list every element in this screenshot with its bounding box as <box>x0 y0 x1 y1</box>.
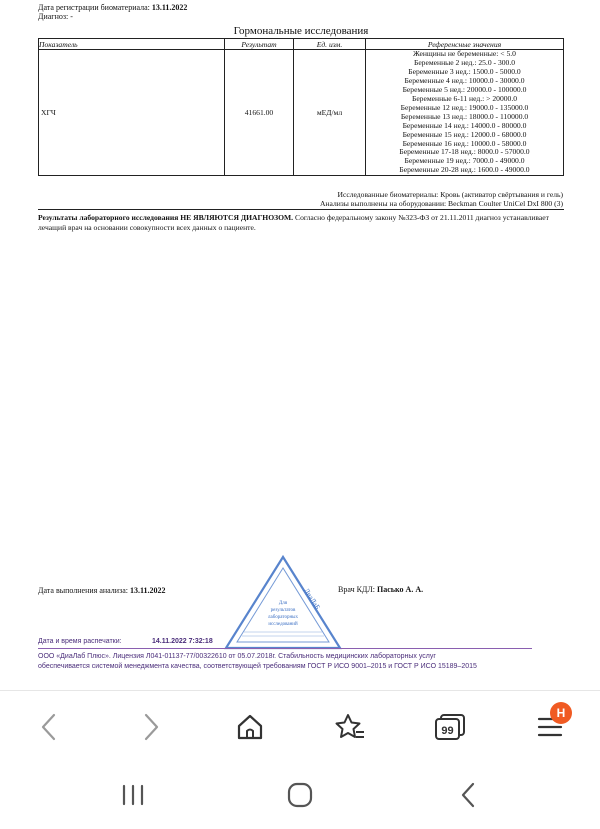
unit-value: мЕД/мл <box>294 50 366 176</box>
doctor-signature <box>338 585 423 594</box>
recents-icon <box>120 784 146 806</box>
results-table <box>38 38 564 176</box>
bookmarks-button[interactable] <box>326 703 374 751</box>
stamp-brand: ДиаЛаБ <box>302 586 322 612</box>
tabs-icon <box>434 713 466 741</box>
disclaimer-rest: Согласно федеральному закону №323-ФЗ от 21.11.2011 диагноз устанавливает лечащий врач на основании совокупности всех данных о пациенте. <box>38 213 549 232</box>
reference-line: Беременные 4 нед.: 10000.0 - 30000.0 <box>404 75 525 85</box>
column-header-unit: Ед. изм. <box>294 39 366 50</box>
result-value: 41661.00 <box>225 50 294 176</box>
execution-date <box>38 586 166 595</box>
stamp-line: Для <box>278 601 288 606</box>
section-title: Гормональные исследования <box>233 25 369 37</box>
stamp-line: лабораторных <box>267 615 299 620</box>
back-arrow-icon <box>38 713 60 741</box>
registration-date-line <box>38 3 187 12</box>
reference-line: Беременные 19 нед.: 7000.0 - 49000.0 <box>404 156 525 166</box>
home-button[interactable] <box>226 703 274 751</box>
reference-line: Беременные 3 нед.: 1500.0 - 5000.0 <box>408 66 521 76</box>
stamp-line: результатов <box>270 608 296 613</box>
print-datetime-value: 14.11.2022 7:32:18 <box>152 638 213 645</box>
home-icon <box>236 713 264 741</box>
license-footer <box>38 652 568 672</box>
back-button[interactable] <box>25 703 73 751</box>
print-datetime-label: Дата и время распечатки: <box>38 638 122 645</box>
reference-values <box>366 50 564 176</box>
reference-line: Беременные 15 нед.: 12000.0 - 68000.0 <box>402 129 527 139</box>
tabs-button[interactable] <box>426 703 474 751</box>
diagnosis-label: Диагноз: <box>38 12 69 21</box>
stamp-line: исследований <box>268 622 298 627</box>
indicator-name: ХГЧ <box>39 50 225 176</box>
reference-line: Беременные 2 нед.: 25.0 - 300.0 <box>413 57 516 67</box>
footer-line: ООО «ДиаЛаб Плюс». Лицензия Л041-01137-77/00322610 от 05.07.2018г. Стабильность медицинских лабораторных услуг <box>38 653 436 660</box>
registration-date-value: 13.11.2022 <box>151 3 188 12</box>
footer-divider <box>38 648 532 649</box>
column-header-result: Результат <box>225 39 294 50</box>
divider-line <box>38 209 564 210</box>
reference-line: Женщины не беременные: < 5.0 <box>413 49 516 58</box>
execution-date-label: Дата выполнения анализа: <box>38 586 128 595</box>
reference-line: Беременные 16 нед.: 10000.0 - 58000.0 <box>402 138 527 148</box>
doctor-name: Пасько А. А. <box>377 585 424 594</box>
reference-line: Беременные 20-28 нед.: 1600.0 - 49000.0 <box>399 165 530 175</box>
registration-date-label: Дата регистрации биоматериала: <box>38 3 150 12</box>
system-home-button[interactable] <box>270 773 330 817</box>
reference-line: Беременные 14 нед.: 14000.0 - 80000.0 <box>402 120 527 130</box>
back-icon <box>458 782 478 808</box>
forward-arrow-icon <box>140 713 162 741</box>
reference-line: Беременные 13 нед.: 18000.0 - 110000.0 <box>400 111 529 121</box>
recents-button[interactable] <box>103 773 163 817</box>
browser-toolbar <box>0 691 600 763</box>
column-header-reference: Референсные значения <box>366 39 564 50</box>
tabs-count: 99 <box>441 725 454 737</box>
forward-button[interactable] <box>127 703 175 751</box>
disclaimer-text <box>38 213 564 233</box>
system-back-button[interactable] <box>438 773 498 817</box>
reference-line: Беременные 12 нед.: 19000.0 - 135000.0 <box>400 102 529 112</box>
reference-line: Беременные 17-18 нед.: 8000.0 - 57000.0 <box>399 147 530 157</box>
footer-line: обеспечивается системой менеджмента качества, соответствующей требованиям ГОСТ Р ИСО 9001–2015 и ГОСТ Р ИСО 15189–2015 <box>38 663 477 670</box>
diagnosis-line <box>38 12 73 21</box>
biomaterial-info: Исследованные биоматериалы: Кровь (активатор свёртывания и гель) <box>337 190 563 199</box>
menu-notification-badge: H <box>550 702 572 724</box>
equipment-info: Анализы выполнены на оборудовании: Beckman Coulter UniCel DxI 800 (3) <box>319 199 563 208</box>
table-header-row <box>39 39 564 50</box>
reference-line: Беременные 6-11 нед.: > 20000.0 <box>411 93 518 103</box>
home-circle-icon <box>286 781 314 809</box>
system-navigation-bar <box>0 763 600 829</box>
diagnosis-value: - <box>70 12 73 21</box>
execution-date-value: 13.11.2022 <box>130 586 166 595</box>
reference-line: Беременные 5 нед.: 20000.0 - 100000.0 <box>402 84 527 94</box>
bookmark-star-icon <box>335 713 365 741</box>
disclaimer-bold: Результаты лабораторного исследования НЕ ЯВЛЯЮТСЯ ДИАГНОЗОМ. <box>38 213 294 222</box>
table-row <box>39 50 564 176</box>
lab-stamp <box>222 554 344 654</box>
column-header-indicator: Показатель <box>39 39 225 50</box>
print-datetime <box>38 638 213 645</box>
doctor-label: Врач КДЛ: <box>338 585 376 594</box>
